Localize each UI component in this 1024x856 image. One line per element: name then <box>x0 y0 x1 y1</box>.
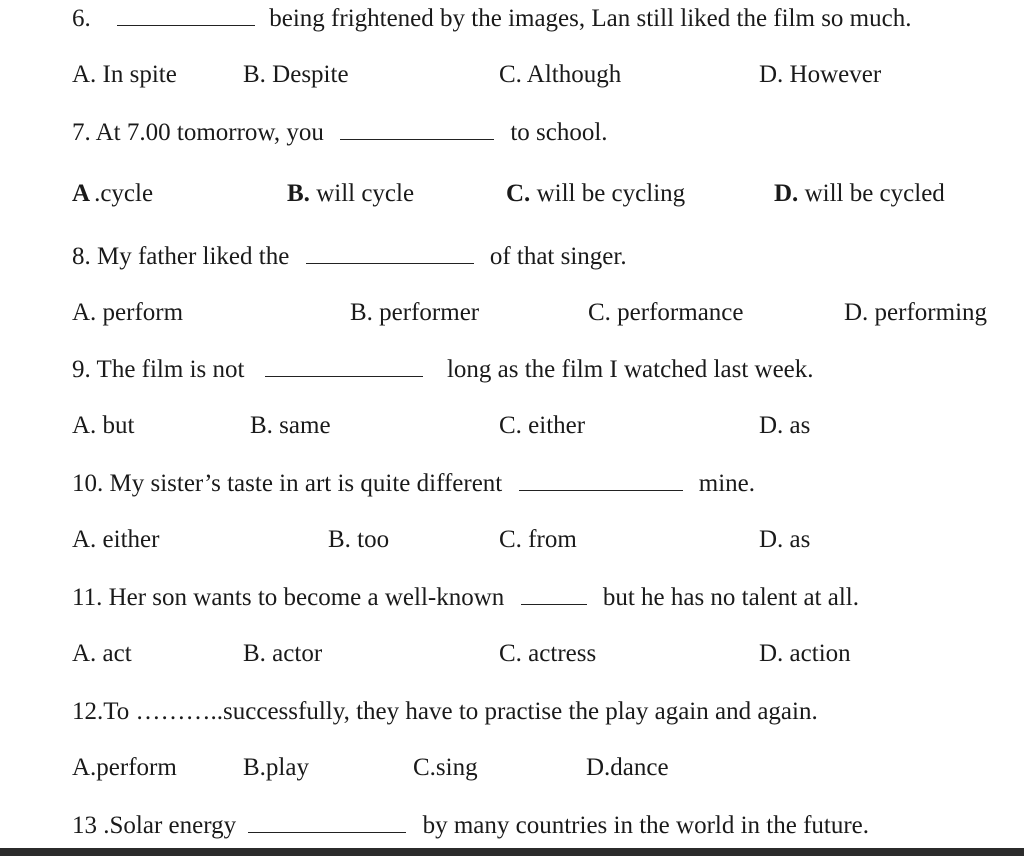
q7-option-b-text: will cycle <box>316 180 415 207</box>
q12-option-c[interactable]: C.sing <box>413 754 478 781</box>
q12-option-a[interactable]: A.perform <box>72 754 177 781</box>
q11-option-a[interactable]: A. act <box>72 640 132 667</box>
q7-option-d[interactable] <box>774 177 945 211</box>
q7-option-c-text: will be cycling <box>536 180 686 207</box>
question-9-prefix: 9. The film is not <box>72 356 245 383</box>
answer-blank-13[interactable] <box>248 810 406 833</box>
q7-option-a[interactable] <box>72 177 153 211</box>
question-9-suffix: long as the film I watched last week. <box>446 356 814 383</box>
q7-option-b[interactable] <box>287 177 414 211</box>
q6-option-b[interactable]: B. Despite <box>243 61 349 88</box>
question-13 <box>72 809 869 843</box>
question-6 <box>72 2 911 36</box>
question-11-prefix: 11. Her son wants to become a well-known <box>72 584 505 611</box>
q8-option-d[interactable]: D. performing <box>844 299 988 326</box>
q12-option-b[interactable]: B.play <box>243 754 309 781</box>
q8-option-a[interactable]: A. perform <box>72 299 184 326</box>
q6-option-d[interactable]: D. However <box>759 61 882 88</box>
question-11 <box>72 581 859 615</box>
question-13-suffix: by many countries in the world in the future. <box>422 812 870 839</box>
question-8-prefix: 8. My father liked the <box>72 243 290 270</box>
q10-option-c[interactable]: C. from <box>499 526 577 553</box>
q7-option-a-text: .cycle <box>94 180 154 207</box>
q7-option-a-letter: A <box>72 180 91 207</box>
answer-blank-6[interactable] <box>117 3 255 26</box>
q9-option-b[interactable]: B. same <box>250 412 331 439</box>
q11-option-c[interactable]: C. actress <box>499 640 597 667</box>
q8-option-c[interactable]: C. performance <box>588 299 744 326</box>
answer-blank-11[interactable] <box>521 582 587 605</box>
answer-blank-8[interactable] <box>306 241 474 264</box>
question-7 <box>72 116 608 150</box>
q9-option-c[interactable]: C. either <box>499 412 586 439</box>
answer-blank-9[interactable] <box>265 354 423 377</box>
question-6-number: 6. <box>72 5 91 32</box>
q7-option-d-letter: D. <box>774 180 799 207</box>
q6-option-c[interactable]: C. Although <box>499 61 622 88</box>
question-8 <box>72 240 627 274</box>
question-11-suffix: but he has no talent at all. <box>602 584 859 611</box>
q7-option-b-letter: B. <box>287 180 310 207</box>
q7-option-c[interactable] <box>506 177 685 211</box>
question-10-prefix: 10. My sister’s taste in art is quite different <box>72 470 503 497</box>
q10-option-b[interactable]: B. too <box>328 526 390 553</box>
question-9 <box>72 353 814 387</box>
q12-option-d[interactable]: D.dance <box>586 754 669 781</box>
q8-option-b[interactable]: B. performer <box>350 299 480 326</box>
q9-option-a[interactable]: A. but <box>72 412 135 439</box>
q6-option-a[interactable]: A. In spite <box>72 61 177 88</box>
question-10 <box>72 467 755 501</box>
question-7-suffix: to school. <box>510 119 608 146</box>
q10-option-a[interactable]: A. either <box>72 526 160 553</box>
question-7-prefix: 7. At 7.00 tomorrow, you <box>72 119 324 146</box>
q7-option-d-text: will be cycled <box>804 180 945 207</box>
question-13-prefix: 13 .Solar energy <box>72 812 237 839</box>
q9-option-d[interactable]: D. as <box>759 412 811 439</box>
q11-option-d[interactable]: D. action <box>759 640 851 667</box>
question-12: 12.To ………..successfully, they have to practise the play again and again. <box>72 698 818 725</box>
question-8-suffix: of that singer. <box>489 243 627 270</box>
answer-blank-10[interactable] <box>519 468 683 491</box>
bottom-edge-bar <box>0 848 1024 856</box>
question-6-text: being frightened by the images, Lan still liked the film so much. <box>269 5 912 32</box>
q7-option-c-letter: C. <box>506 180 531 207</box>
q10-option-d[interactable]: D. as <box>759 526 811 553</box>
answer-blank-7[interactable] <box>340 117 494 140</box>
q11-option-b[interactable]: B. actor <box>243 640 323 667</box>
question-10-suffix: mine. <box>698 470 755 497</box>
